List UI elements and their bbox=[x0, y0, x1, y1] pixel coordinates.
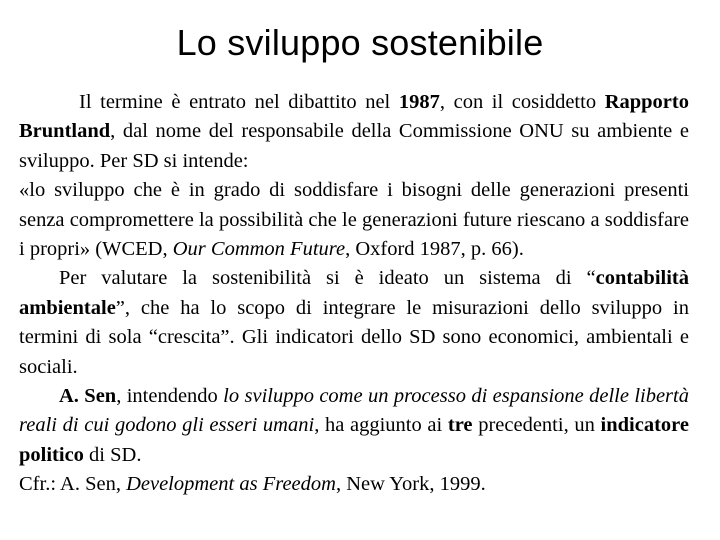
text-span: precedenti, un bbox=[472, 414, 601, 437]
slide-body bbox=[19, 88, 689, 500]
text-span: Cfr.: A. Sen, bbox=[19, 473, 127, 496]
bold-report-name: Rapporto Bruntland bbox=[19, 91, 689, 143]
italic-quote: lo sviluppo come un processo di espansione delle libertà reali di cui godono gli esseri umani bbox=[19, 385, 689, 437]
paragraph-bruntland bbox=[19, 88, 689, 176]
italic-book-title: Our Common Future bbox=[172, 238, 346, 261]
text-span: , New York, 1999. bbox=[335, 473, 486, 496]
bold-political-indicator: indicatore politico bbox=[19, 414, 689, 466]
text-span: ”, che ha lo scopo di integrare le misurazioni dello sviluppo in termini di sola “crescita”. Gli indicatori dello SD sono economici, ambientali e sociali. bbox=[19, 296, 689, 378]
text-span: , intendendo bbox=[116, 385, 224, 408]
bold-environmental-accounting: contabilità ambientale bbox=[19, 267, 689, 319]
paragraph-sen bbox=[19, 382, 689, 470]
bold-three: tre bbox=[447, 414, 473, 437]
text-span: Il termine è entrato nel dibattito nel bbox=[79, 91, 399, 113]
text-span: Per valutare la sostenibilità si è ideato un sistema di “ bbox=[59, 267, 596, 290]
text-span: di SD. bbox=[83, 443, 142, 466]
text-span: , con il cosiddetto bbox=[439, 91, 605, 113]
paragraph-definition bbox=[19, 176, 689, 264]
text-span: , Oxford 1987, p. 66). bbox=[345, 238, 524, 261]
slide-title: Lo sviluppo sostenibile bbox=[176, 22, 544, 63]
paragraph-reference bbox=[19, 470, 689, 499]
paragraph-accounting bbox=[19, 264, 689, 382]
text-span: , ha aggiunto ai bbox=[314, 414, 448, 437]
bold-year: 1987 bbox=[398, 91, 440, 113]
text-span: «lo sviluppo che è in grado di soddisfare i bisogni delle generazioni presenti senza compromettere la possibilità che le generazioni future riescano a soddisfare i propri» (WCED, bbox=[19, 179, 689, 261]
italic-book-title: Development as Freedom bbox=[126, 473, 336, 496]
text-span: , dal nome del responsabile della Commissione ONU su ambiente e sviluppo. Per SD si intende: bbox=[19, 120, 689, 172]
bold-author: A. Sen bbox=[59, 385, 117, 408]
